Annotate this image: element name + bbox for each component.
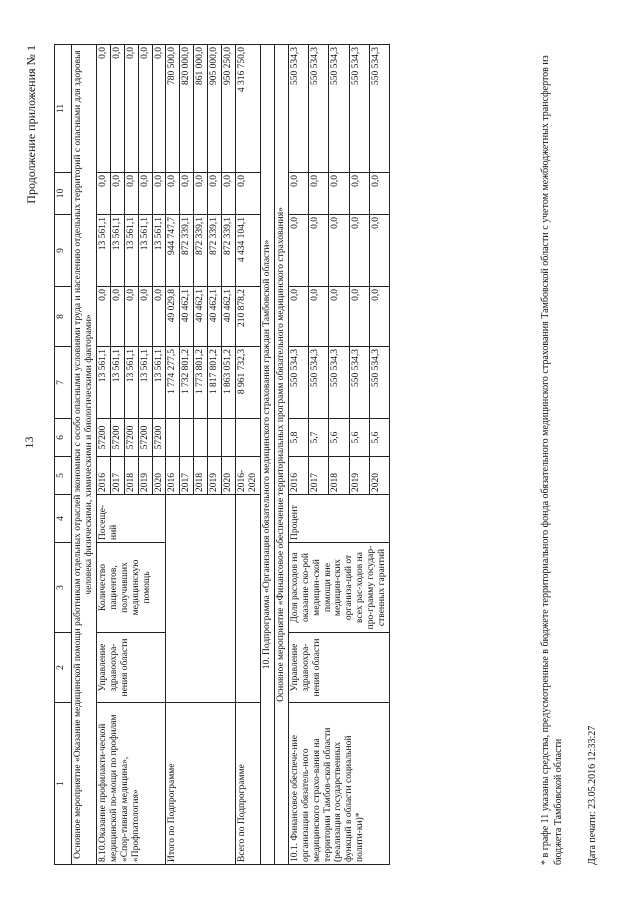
all-label: Всего по Подпрограмме <box>236 703 261 865</box>
cell-year: 2016 <box>96 457 110 495</box>
cell-c10: 0,0 <box>208 173 222 215</box>
subprogram-title: 10. Подпрограмма «Организация обязательного медицинского страхования граждан Тамбовской области» <box>260 45 274 865</box>
cell-c7: 550 534,3 <box>309 347 329 419</box>
cell-c10: 0,0 <box>194 173 208 215</box>
cell-year: 2016 <box>288 457 308 495</box>
cell-c11: 0,0 <box>124 45 138 173</box>
cell-c10: 0,0 <box>236 173 261 215</box>
cell-c7: 1 817 801,2 <box>208 347 222 419</box>
cell-c8: 0,0 <box>329 287 349 347</box>
table-row <box>236 45 261 865</box>
cell-c8: 0,0 <box>288 287 308 347</box>
cell-year: 2017 <box>110 457 124 495</box>
cell-c8: 49 029,8 <box>166 287 180 347</box>
cell-c11: 950 250,0 <box>222 45 236 173</box>
cell-c11: 550 534,3 <box>309 45 329 173</box>
cell-c7: 13 561,1 <box>138 347 152 419</box>
cell-c8: 0,0 <box>110 287 124 347</box>
cell-year: 2018 <box>329 457 349 495</box>
cell-c10: 0,0 <box>288 173 308 215</box>
cell-year: 2018 <box>124 457 138 495</box>
cell-c9: 0,0 <box>329 215 349 287</box>
cell-c10: 0,0 <box>309 173 329 215</box>
print-date: Дата печати: 23.05.2016 12:33:27 <box>587 725 598 865</box>
table-row <box>288 45 308 865</box>
cell-c11: 780 500,0 <box>166 45 180 173</box>
cell-c11: 550 534,3 <box>369 45 389 173</box>
cell-target: 57200 <box>152 419 166 457</box>
cell-c10: 0,0 <box>96 173 110 215</box>
total-label: Итого по Подпрограмме <box>166 703 236 865</box>
cell-c11: 861 000,0 <box>194 45 208 173</box>
cell-year: 2020 <box>152 457 166 495</box>
program-table <box>54 44 390 865</box>
executor: Управление здравоохра-нения области <box>288 633 389 703</box>
column-number: 8 <box>55 287 72 347</box>
cell-c7: 550 534,3 <box>329 347 349 419</box>
cell-c9: 872 339,1 <box>180 215 194 287</box>
page-number: 13 <box>22 436 36 449</box>
column-number: 10 <box>55 173 72 215</box>
cell-c9: 0,0 <box>369 215 389 287</box>
column-number: 6 <box>55 419 72 457</box>
cell-c9: 13 561,1 <box>138 215 152 287</box>
cell-c11: 0,0 <box>110 45 124 173</box>
cell-target: 5,6 <box>349 419 369 457</box>
cell-target: 57200 <box>96 419 110 457</box>
cell-c11: 0,0 <box>152 45 166 173</box>
cell-c7: 550 534,3 <box>288 347 308 419</box>
cell-target <box>166 419 180 457</box>
column-number: 4 <box>55 495 72 543</box>
cell-c8: 0,0 <box>309 287 329 347</box>
cell-c9: 872 339,1 <box>208 215 222 287</box>
rotated-page <box>20 20 620 865</box>
cell-c11: 4 316 750,0 <box>236 45 261 173</box>
cell-c10: 0,0 <box>369 173 389 215</box>
cell-target <box>236 419 261 457</box>
cell-c10: 0,0 <box>329 173 349 215</box>
footnote: * в графе 11 указаны средства, предусмотренные в бюджете территориального фонда обязательного медицинского страхования Тамбовской области с учетом межбюджетных трансфертов из бюджета Тамбовской области <box>540 55 564 865</box>
indicator: Количество пациентов, получивших медицинскую помощь <box>96 543 166 633</box>
cell-c7: 550 534,3 <box>369 347 389 419</box>
cell-c9: 0,0 <box>288 215 308 287</box>
table-row <box>260 45 274 865</box>
column-number: 9 <box>55 215 72 287</box>
cell-c7: 13 561,1 <box>96 347 110 419</box>
cell-target: 5,7 <box>309 419 329 457</box>
column-number: 1 <box>55 703 72 865</box>
cell-c7: 1 773 801,2 <box>194 347 208 419</box>
cell-c10: 0,0 <box>110 173 124 215</box>
cell-c9: 0,0 <box>349 215 369 287</box>
column-numbers-row <box>55 45 72 865</box>
cell-c9: 0,0 <box>309 215 329 287</box>
cell-c9: 4 434 104,1 <box>236 215 261 287</box>
cell-c11: 0,0 <box>138 45 152 173</box>
cell-target <box>222 419 236 457</box>
cell-c8: 210 878,2 <box>236 287 261 347</box>
cell-year: 2016 <box>166 457 180 495</box>
cell-c11: 905 000,0 <box>208 45 222 173</box>
cell-c8: 40 462,1 <box>222 287 236 347</box>
cell-c8: 0,0 <box>369 287 389 347</box>
cell-year: 2019 <box>138 457 152 495</box>
cell-target <box>208 419 222 457</box>
cell-c10: 0,0 <box>180 173 194 215</box>
column-number: 3 <box>55 543 72 633</box>
cell-c8: 0,0 <box>138 287 152 347</box>
cell-c7: 1 774 277,5 <box>166 347 180 419</box>
cell-year: 2016-2020 <box>236 457 261 495</box>
cell-c8: 0,0 <box>349 287 369 347</box>
section-b-title: Основное мероприятие «Финансовое обеспечение территориальных программ обязательного медицинского страхования» <box>274 45 288 865</box>
cell-c11: 550 534,3 <box>288 45 308 173</box>
cell-c10: 0,0 <box>349 173 369 215</box>
cell-c7: 550 534,3 <box>349 347 369 419</box>
column-number: 5 <box>55 457 72 495</box>
cell-target: 5,6 <box>369 419 389 457</box>
continuation-label: Продолжение приложения № 1 <box>24 45 38 204</box>
unit: Посеще-ний <box>96 495 166 543</box>
executor: Управление здравоохра-нения области <box>96 633 166 703</box>
cell-c10: 0,0 <box>138 173 152 215</box>
cell-c8: 0,0 <box>96 287 110 347</box>
cell-c7: 1 732 801,2 <box>180 347 194 419</box>
cell-c8: 0,0 <box>152 287 166 347</box>
cell-year: 2017 <box>180 457 194 495</box>
table-row <box>274 45 288 865</box>
cell-c7: 13 561,1 <box>110 347 124 419</box>
cell-c8: 40 462,1 <box>194 287 208 347</box>
unit: Процент <box>288 495 389 543</box>
cell-target: 5,6 <box>329 419 349 457</box>
cell-c11: 820 000,0 <box>180 45 194 173</box>
empty-cell <box>166 495 236 703</box>
cell-c9: 13 561,1 <box>124 215 138 287</box>
cell-c9: 872 339,1 <box>222 215 236 287</box>
cell-year: 2017 <box>309 457 329 495</box>
column-number: 11 <box>55 45 72 173</box>
cell-year: 2020 <box>222 457 236 495</box>
table-row <box>166 45 180 865</box>
cell-target <box>180 419 194 457</box>
cell-c9: 13 561,1 <box>96 215 110 287</box>
cell-c8: 0,0 <box>124 287 138 347</box>
cell-year: 2020 <box>369 457 389 495</box>
cell-target: 5,8 <box>288 419 308 457</box>
cell-target <box>194 419 208 457</box>
cell-c10: 0,0 <box>166 173 180 215</box>
cell-c9: 13 561,1 <box>110 215 124 287</box>
cell-year: 2019 <box>349 457 369 495</box>
column-number: 7 <box>55 347 72 419</box>
cell-c11: 550 534,3 <box>349 45 369 173</box>
cell-c10: 0,0 <box>222 173 236 215</box>
section-a-title: Основное мероприятие «Оказание медицинской помощи работникам отдельных отраслей экономики с особо опасными условиями труда и населению отдельных территорий с опасными для здоровья человека физическими, химическими и биологическими факторами» <box>72 45 97 865</box>
column-number: 2 <box>55 633 72 703</box>
cell-target: 57200 <box>124 419 138 457</box>
cell-target: 57200 <box>138 419 152 457</box>
cell-c9: 13 561,1 <box>152 215 166 287</box>
cell-c11: 0,0 <box>96 45 110 173</box>
cell-year: 2018 <box>194 457 208 495</box>
indicator: Доля расходов на оказание ско-рой медицин-ской помощи вне медицин-ских организа-ций от всех рас-ходов на про-грамму государ-ственных гарантий <box>288 543 389 633</box>
cell-c7: 13 561,1 <box>124 347 138 419</box>
cell-c8: 40 462,1 <box>208 287 222 347</box>
empty-cell <box>236 495 261 703</box>
cell-target: 57200 <box>110 419 124 457</box>
measure-name: 10.1. Финансовое обеспече-ние организации обязатель-ного медицинского страхо-вания на территории Тамбов-ской области (реализация государственных функций в области социальной полити-ки)* <box>288 703 389 865</box>
cell-c9: 872 339,1 <box>194 215 208 287</box>
cell-c7: 8 961 732,3 <box>236 347 261 419</box>
cell-c7: 13 561,1 <box>152 347 166 419</box>
cell-c7: 1 863 051,2 <box>222 347 236 419</box>
cell-c11: 550 534,3 <box>329 45 349 173</box>
measure-name: 8.10.Оказание профилакти-ческой медицинской по-мощи по профилям «Спор-тивная медицина», «Профпатология» <box>96 703 166 865</box>
cell-c8: 40 462,1 <box>180 287 194 347</box>
cell-c9: 944 747,7 <box>166 215 180 287</box>
cell-c10: 0,0 <box>124 173 138 215</box>
cell-c10: 0,0 <box>152 173 166 215</box>
cell-year: 2019 <box>208 457 222 495</box>
table-row <box>96 45 110 865</box>
